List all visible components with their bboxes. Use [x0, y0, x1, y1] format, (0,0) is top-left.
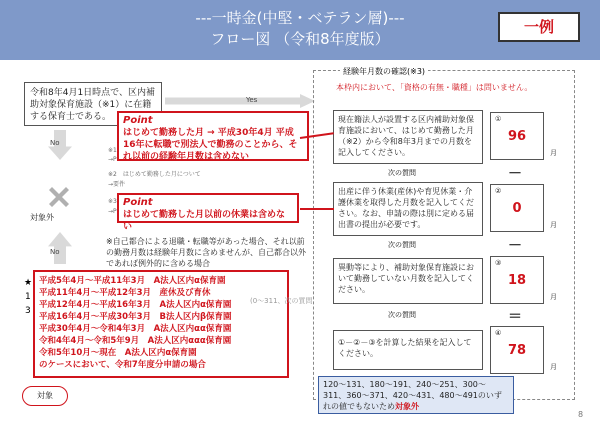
history-line: 平成5年4月～平成11年3月 A法人区内α保育園 [39, 276, 226, 286]
yes-label: Yes [246, 96, 258, 104]
value-4: 78 [507, 343, 527, 358]
no-label-1: No [50, 139, 60, 147]
point-text-1: はじめて勤務した月 → 平成30年4月 平成16年に転職で別法人で勤務のことから、それ以前の経験年月数は含めない [123, 128, 298, 162]
point-text-2: はじめて勤務した月以前の休業は含めない [123, 210, 286, 232]
history-line: 令和5年10月～現在 A法人区内α保育園 [39, 348, 197, 358]
step4-text: ①－②－③を計算した結果を記入してください。 [338, 338, 472, 358]
step2-text: 出産に伴う休業(産休)や育児休業・介護休業を取得した月数を記入してください。なお、申請の際は別に定める届出書の提出が必要です。 [338, 187, 474, 229]
minus-op-2: － [508, 238, 522, 254]
history-line: 平成11年4月～平成12年3月 産休及び育休 [39, 288, 211, 298]
star-note-3: 3 [25, 306, 31, 316]
minus-op-1: － [508, 166, 522, 182]
self-note: ※自己都合による退職・転職等があった場合、それ以前の勤務月数は経験年月数に含めませんが、自己都合以外であれば例外的に含める場合 [106, 237, 306, 268]
faded-text: (0～311、次の質問 [250, 297, 313, 305]
x-mark-icon [45, 183, 73, 211]
point-box-1 [117, 111, 309, 161]
point-label-1: Point [123, 115, 153, 126]
next-label-1: 次の質問 [388, 169, 416, 177]
note-2: ※2 はじめて勤務した月について [108, 171, 201, 178]
star-mark: ★ [24, 278, 33, 288]
result-text: 120～131、180～191、240～251、300～311、360～371、420～431、480～491のいずれの値でもないため [323, 380, 502, 411]
equal-op: ＝ [508, 309, 522, 325]
step2-box [333, 182, 483, 236]
number-box-2[interactable]: ② 0 [490, 184, 544, 232]
star-note-1: 1 [25, 292, 31, 302]
step3-box [333, 258, 483, 304]
no-label-2: No [50, 248, 60, 256]
result-highlight: 対象外 [395, 402, 419, 411]
point-box-2 [117, 193, 299, 232]
number-box-4[interactable]: ④ 78 [490, 326, 544, 374]
point-label-2: Point [123, 197, 153, 208]
page-number: 8 [578, 410, 584, 419]
history-line: 平成12年4月～平成16年3月 A法人区内α保育園 [39, 300, 232, 310]
month-label-2: 月 [550, 221, 557, 229]
history-line: 平成30年4月～令和4年3月 A法人区内αα保育園 [39, 324, 232, 334]
note-2b: →要件 [108, 181, 126, 188]
value-3: 18 [507, 273, 527, 288]
target-out-label: 対象外 [30, 213, 54, 222]
next-label-2: 次の質問 [388, 241, 416, 249]
question-text: 令和8年4月1日時点で、区内補助対象保育施設（※1）に在籍する保育士である。 [30, 88, 155, 122]
step4-box [333, 330, 483, 370]
note-3: ※3 [108, 198, 117, 205]
history-line: のケースにおいて、令和7年度分申請の場合 [39, 360, 206, 370]
yes-arrow [165, 94, 315, 108]
next-label-3: 次の質問 [388, 311, 416, 319]
month-label-1: 月 [550, 149, 557, 157]
step1-text: 現在籍法人が設置する区内補助対象保育施設において、はじめて勤務した月（※2）から令和8年3月までの月数を記入してください。 [338, 115, 474, 157]
history-line: 平成16年4月～平成30年3月 B法人区内β保育園 [39, 312, 232, 322]
note-1b: →P [108, 156, 117, 163]
page-title: ---一時金(中堅・ベテラン層)--- フロー図 （令和8年度版） [195, 9, 405, 48]
history-box [33, 270, 289, 378]
step1-box [333, 110, 483, 164]
number-box-1[interactable]: ① 96 [490, 112, 544, 160]
target-label: 対象 [22, 386, 68, 406]
history-line: 令和4年4月～令和5年9月 A法人区内ααα保育園 [39, 336, 232, 346]
frame-subtitle: 本枠内において、「資格の有無・職種」は問いません。 [336, 83, 533, 92]
month-label-4: 月 [550, 363, 557, 371]
result-box [318, 376, 514, 414]
example-badge: 一例 [498, 12, 580, 42]
number-box-3[interactable]: ③ 18 [490, 256, 544, 304]
month-label-3: 月 [550, 293, 557, 301]
red-arrow-2 [300, 208, 334, 210]
frame-title: 経験年月数の確認(※3) [340, 66, 428, 77]
step3-text: 異動等により、補助対象保育施設において勤務していない月数を記入してください。 [338, 263, 474, 294]
value-1: 96 [507, 129, 527, 144]
note-1: ※1 [108, 147, 117, 154]
value-2: 0 [512, 201, 522, 216]
note-3b: →P [108, 208, 117, 215]
